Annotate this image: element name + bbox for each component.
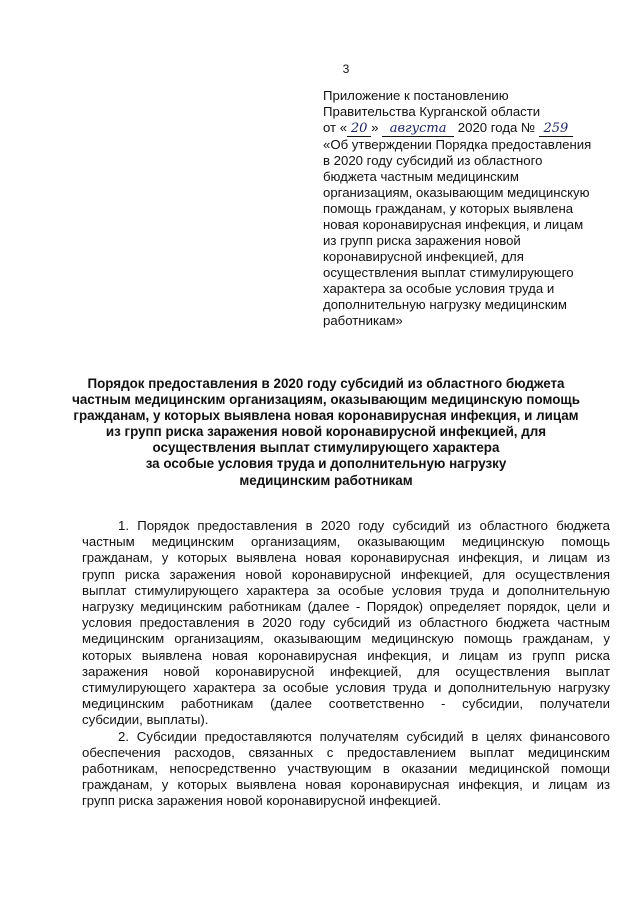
paragraph-1-line: которых выявлена новая коронавирусная инфекция, и лицам из групп риска <box>82 647 610 663</box>
handwritten-month: августа <box>382 121 454 137</box>
document-title <box>40 376 612 489</box>
page-number: 3 <box>342 62 350 76</box>
title-line: гражданам, у которых выявлена новая коронавирусная инфекция, и лицам <box>73 408 579 424</box>
appendix-subject-line: характера за особые условия труда и <box>323 281 555 296</box>
document-body <box>82 518 610 810</box>
appendix-subject-line: организациям, оказывающим медицинскую <box>323 185 590 200</box>
appendix-subject-line: коронавирусной инфекцией, для <box>323 249 524 264</box>
appendix-subject-line: новая коронавирусная инфекция, и лицам <box>323 217 584 232</box>
paragraph-1-line: условия предоставления в 2020 году субсидий из областного бюджета частным <box>82 615 610 631</box>
handwritten-day: 20 <box>347 121 371 137</box>
date-year: 2020 года № <box>457 120 536 135</box>
appendix-header <box>323 88 623 329</box>
appendix-subject-line: осуществления выплат стимулирующего <box>323 265 574 280</box>
paragraph-2-line: работникам, непосредственно участвующим в оказании медицинской помощи <box>82 761 610 777</box>
appendix-subject-line: в 2020 году субсидий из областного <box>323 153 543 168</box>
paragraph-1-line: выплат стимулирующего характера за особые условия труда и дополнительную <box>82 582 610 598</box>
appendix-subject-line: «Об утверждении Порядка предоставления <box>323 137 592 152</box>
paragraph-1-line: гражданам, у которых выявлена новая коронавирусная инфекция, и лицам из <box>82 550 610 566</box>
date-prefix: от « <box>323 120 348 135</box>
paragraph-1-line: медицинским организациям, оказывающим медицинскую помощь гражданам, у <box>82 631 610 647</box>
appendix-subject-line: дополнительную нагрузку медицинским <box>323 297 567 312</box>
paragraph-2-line: обеспечения расходов, связанных с предоставлением выплат медицинским <box>82 744 610 760</box>
appendix-subject-line: бюджета частным медицинским <box>323 169 519 184</box>
appendix-line-1: Приложение к постановлению <box>323 88 509 103</box>
title-line: Порядок предоставления в 2020 году субсидий из областного бюджета <box>87 376 565 391</box>
appendix-date-line <box>323 120 623 137</box>
title-line: за особые условия труда и дополнительную нагрузку <box>145 456 507 472</box>
paragraph-2-line: гражданам, у которых выявлена новая коронавирусная инфекция, и лицам из <box>82 777 610 793</box>
paragraph-1-line: субсидии, выплаты). <box>82 712 209 728</box>
paragraph-1-line: нагрузку медицинским работникам (далее - Порядок) определяет порядок, цели и <box>82 599 610 615</box>
appendix-subject-line: помощь гражданам, у которых выявлена <box>323 201 574 216</box>
paragraph-1-line: стимулирующего характера за особые условия труда и дополнительную нагрузку <box>82 680 610 696</box>
paragraph-1-line: медицинским работникам (далее соответственно - субсидии, получатели <box>82 696 610 712</box>
title-line: осуществления выплат стимулирующего характера <box>152 440 500 456</box>
title-line: из групп риска заражения новой коронавирусной инфекцией, для <box>105 424 547 440</box>
paragraph-1-line: групп риска заражения новой коронавирусной инфекцией, для осуществления <box>82 566 610 582</box>
paragraph-2-line: 2. Субсидии предоставляются получателям субсидий в целях финансового <box>118 728 610 744</box>
paragraph-1-line: заражения новой коронавирусной инфекцией, для осуществления выплат <box>82 663 610 679</box>
date-mid: » <box>371 120 379 135</box>
paragraph-1-line: 1. Порядок предоставления в 2020 году субсидий из областного бюджета <box>118 518 610 533</box>
title-line: медицинским работникам <box>239 472 413 488</box>
appendix-line-2: Правительства Курганской области <box>323 104 541 119</box>
paragraph-1-line: частным медицинским организациям, оказывающим медицинскую помощь <box>82 534 610 550</box>
appendix-subject-line: работникам» <box>323 313 403 328</box>
appendix-subject-line: из групп риска заражения новой <box>323 233 521 248</box>
title-line: частным медицинским организациям, оказывающим медицинскую помощь <box>72 392 580 408</box>
handwritten-number: 259 <box>539 121 573 137</box>
paragraph-2-line: групп риска заражения новой коронавирусной инфекцией. <box>82 793 442 809</box>
